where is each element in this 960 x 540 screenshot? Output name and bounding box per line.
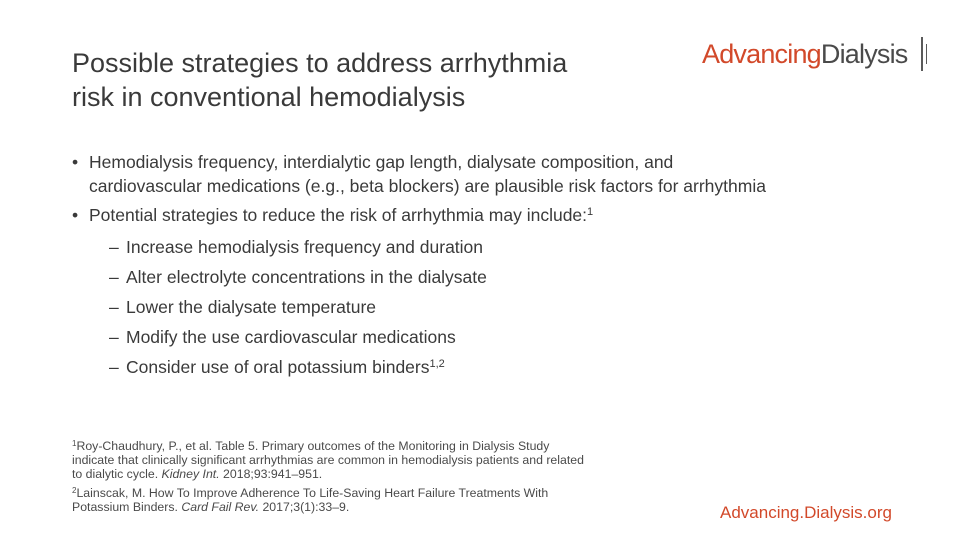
bullet-text (89, 203, 892, 227)
reference-2-line-1 (72, 487, 672, 501)
strategy-list (72, 150, 892, 382)
dash-marker: – (109, 327, 119, 347)
reference-2-line-2 (72, 501, 672, 515)
reference-2-citation: 2017;3(1):33–9. (259, 500, 350, 515)
bullet-text-line-2: cardiovascular medications (e.g., beta blockers) are plausible risk factors for arrhythmia (89, 176, 766, 196)
logo-bar-long (921, 37, 923, 71)
logo-bars-icon (918, 35, 927, 73)
sub-item-text: Modify the use cardiovascular medications (126, 327, 456, 347)
reference-1-line-2: indicate that clinically significant arrhythmias are common in hemodialysis patients and related (72, 452, 584, 467)
bullet-marker: • (72, 205, 79, 225)
citation-superscript: 1 (587, 206, 594, 218)
reference-1-text-1: Roy-Chaudhury, P., et al. Table 5. Primary outcomes of the Monitoring in Dialysis Study (76, 439, 550, 453)
dash-marker: – (109, 237, 119, 257)
reference-2-text-2: Potassium Binders. (72, 500, 182, 515)
sub-item-medications (72, 322, 892, 352)
reference-1-journal: Kidney Int. (161, 466, 220, 481)
bullet-strategies (72, 203, 892, 227)
references (72, 440, 672, 521)
sub-item-text: Alter electrolyte concentrations in the dialysate (126, 267, 487, 287)
reference-1 (72, 440, 672, 481)
sub-item-potassium-binders (72, 352, 892, 382)
dash-marker: – (109, 267, 119, 287)
reference-1-text-3: to dialytic cycle. (72, 466, 162, 481)
reference-1-citation: 2018;93:941–951. (219, 466, 323, 481)
bullet-text-line-1: Hemodialysis frequency, interdialytic gap length, dialysate composition, and (89, 152, 674, 172)
footer-website-link[interactable]: Advancing.Dialysis.org (720, 503, 892, 522)
reference-1-line-3 (72, 468, 672, 482)
logo-word-advancing: Advancing (702, 38, 821, 69)
reference-1-line-1 (72, 440, 672, 454)
reference-number: 2 (72, 486, 77, 496)
sub-item-electrolytes (72, 262, 892, 292)
reference-2 (72, 487, 672, 515)
dash-marker: – (109, 297, 119, 317)
sub-item-text: Increase hemodialysis frequency and duration (126, 237, 484, 257)
sub-item-text: Lower the dialysate temperature (126, 297, 376, 317)
bullet-text-content: Potential strategies to reduce the risk of arrhythmia may include: (89, 205, 588, 225)
citation-superscript: 1,2 (429, 358, 445, 370)
sub-item-frequency (72, 232, 892, 262)
logo-bar-short (926, 44, 927, 64)
bullet-risk-factors (72, 150, 892, 198)
advancing-dialysis-logo (702, 34, 927, 74)
reference-2-journal: Card Fail Rev. (181, 500, 260, 515)
logo-word-dialysis: Dialysis (820, 38, 908, 69)
slide-title (72, 46, 692, 114)
slide-title-line-2: risk in conventional hemodialysis (72, 82, 466, 112)
reference-2-text-1: Lainscak, M. How To Improve Adherence To Life-Saving Heart Failure Treatments With (76, 486, 549, 501)
sub-item-text: Consider use of oral potassium binders (126, 357, 430, 377)
dash-marker: – (109, 357, 119, 377)
slide-title-line-1: Possible strategies to address arrhythmia (72, 48, 568, 78)
bullet-marker: • (72, 152, 79, 172)
reference-number: 1 (72, 439, 77, 448)
sub-item-temperature (72, 292, 892, 322)
logo-wordmark (702, 39, 908, 70)
